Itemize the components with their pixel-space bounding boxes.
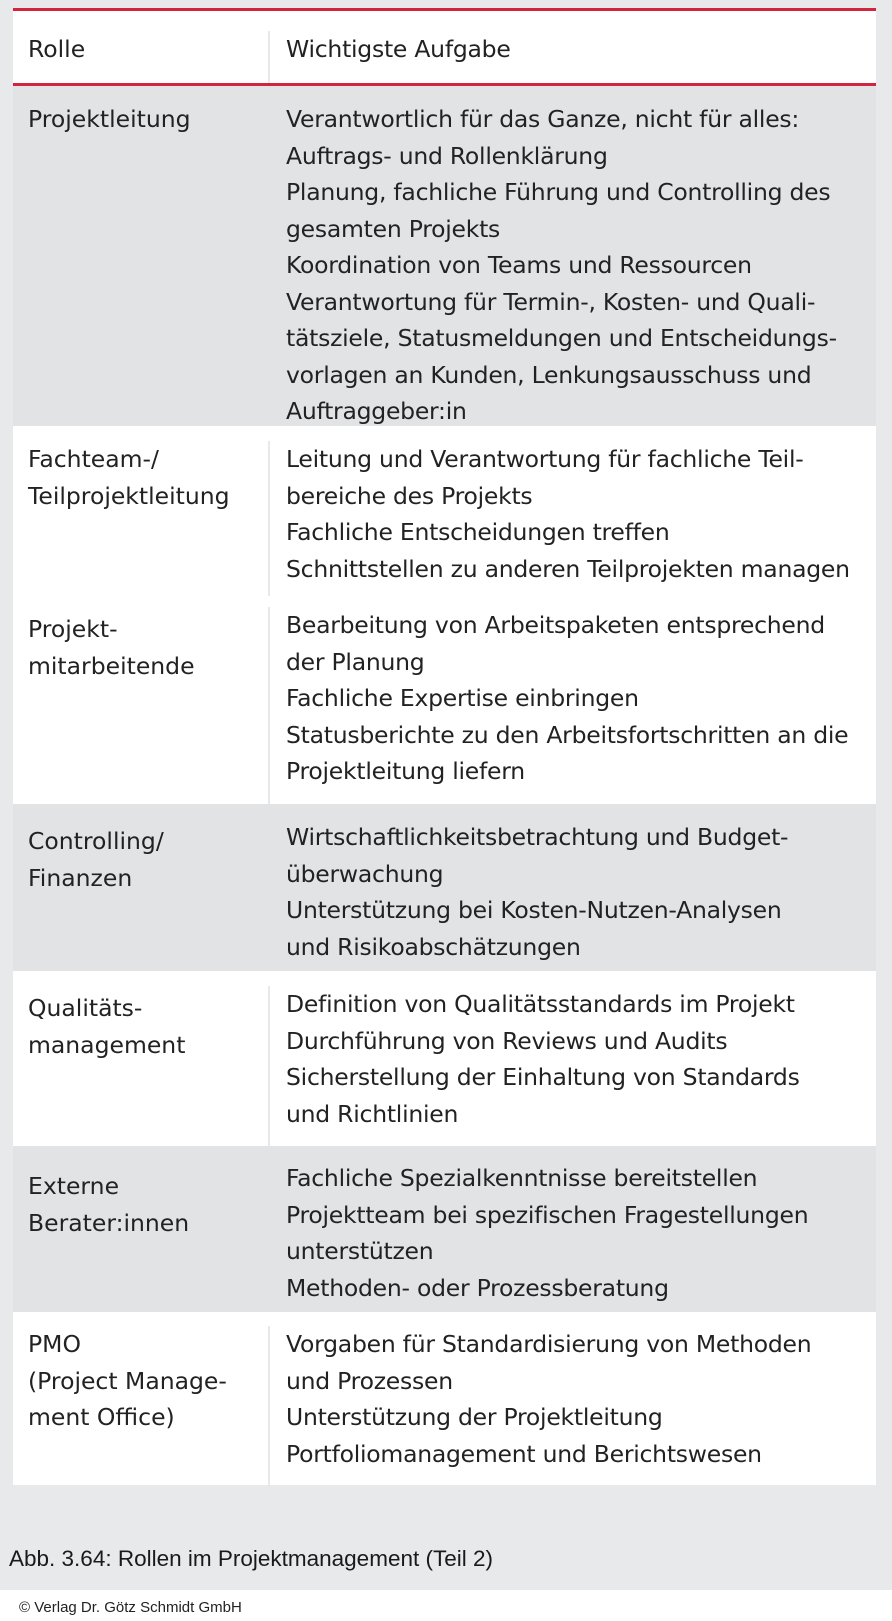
role-line: Projekt- [28, 615, 118, 643]
task-line: Fachliche Spezialkenntnisse bereitstellen [286, 1164, 758, 1192]
task-line: Fachliche Entscheidungen treffen [286, 518, 670, 546]
task-cell [270, 986, 876, 1146]
task-line: und Risikoabschätzungen [286, 932, 581, 961]
task-line: bereiche des Projekts [286, 481, 533, 510]
role-line: Fachteam-/ [28, 445, 159, 473]
task-line: Definition von Qualitätsstandards im Projekt [286, 990, 795, 1018]
task-line: tätsziele, Statusmeldungen und Entscheidungs- [286, 324, 837, 352]
task-line: Koordination von Teams und Ressourcen [286, 251, 752, 279]
task-line: Planung, fachliche Führung und Controlling des [286, 178, 831, 206]
task-line: Wirtschaftlichkeitsbetrachtung und Budget- [286, 823, 789, 851]
role-cell [13, 986, 270, 1146]
role-cell [13, 607, 270, 804]
header-task: Wichtigste Aufgabe [286, 35, 511, 63]
role-cell [13, 441, 270, 596]
role-cell [13, 1160, 270, 1312]
figure-caption: Abb. 3.64: Rollen im Projektmanagement (Teil 2) [9, 1546, 493, 1571]
role-line: management [28, 1030, 186, 1059]
task-line: Unterstützung bei Kosten-Nutzen-Analysen [286, 896, 782, 924]
task-line: Methoden- oder Prozessberatung [286, 1273, 669, 1302]
role-line: mitarbeitende [28, 651, 195, 680]
task-line: und Richtlinien [286, 1099, 459, 1128]
task-line: Verantwortlich für das Ganze, nicht für alles: [286, 105, 800, 133]
task-line: Projektteam bei spezifischen Fragestellungen [286, 1200, 809, 1229]
role-line: Teilprojektleitung [28, 481, 230, 510]
role-cell [13, 819, 270, 971]
role-line: Qualitäts- [28, 994, 143, 1022]
task-line: Sicherstellung der Einhaltung von Standards [286, 1063, 800, 1091]
task-cell [270, 1326, 876, 1485]
task-line: vorlagen an Kunden, Lenkungsausschuss und [286, 360, 812, 389]
role-line: Externe [28, 1172, 120, 1200]
task-line: Unterstützung der Projektleitung [286, 1403, 663, 1431]
roles-table [13, 8, 876, 1485]
task-line: Bearbeitung von Arbeitspaketen entsprechend [286, 611, 825, 639]
task-line: unterstützen [286, 1237, 434, 1265]
task-line: Statusberichte zu den Arbeitsfortschritten an die [286, 720, 849, 749]
role-cell [13, 101, 270, 426]
role-line: (Project Manage- [28, 1366, 227, 1395]
role-line: Controlling/ [28, 827, 164, 855]
task-line: überwachung [286, 859, 444, 888]
task-line: Auftraggeber:in [286, 397, 467, 425]
task-line: Projektleitung liefern [286, 757, 525, 785]
task-cell [270, 819, 876, 971]
task-cell [270, 101, 876, 426]
task-line: Fachliche Expertise einbringen [286, 684, 639, 712]
task-line: Schnittstellen zu anderen Teilprojekten managen [286, 554, 850, 583]
table-row [13, 426, 876, 596]
table-row [13, 86, 876, 426]
table-header-row [13, 11, 876, 83]
task-line: Durchführung von Reviews und Audits [286, 1026, 728, 1055]
table-row [13, 971, 876, 1146]
table-row [13, 1312, 876, 1485]
task-line: gesamten Projekts [286, 214, 501, 243]
table-row [13, 1146, 876, 1312]
task-cell [270, 1160, 876, 1312]
task-line: Verantwortung für Termin-, Kosten- und Quali- [286, 287, 816, 316]
header-role: Rolle [13, 31, 270, 83]
task-line: Portfoliomanagement und Berichtswesen [286, 1439, 762, 1468]
role-line: ment Office) [28, 1403, 175, 1431]
role-line: Berater:innen [28, 1208, 190, 1237]
table-row [13, 596, 876, 804]
role-line: PMO [28, 1330, 81, 1358]
task-line: und Prozessen [286, 1366, 453, 1395]
task-cell [270, 607, 876, 804]
role-cell [13, 1326, 270, 1485]
copyright-notice: © Verlag Dr. Götz Schmidt GmbH [19, 1599, 242, 1616]
task-line: Leitung und Verantwortung für fachliche Teil- [286, 445, 804, 473]
role-line: Finanzen [28, 863, 133, 892]
task-line: der Planung [286, 647, 425, 676]
task-line: Vorgaben für Standardisierung von Methoden [286, 1330, 812, 1358]
table-row [13, 804, 876, 971]
task-line: Auftrags- und Rollenklärung [286, 141, 608, 170]
role-line: Projektleitung [28, 105, 191, 133]
task-cell [270, 441, 876, 596]
